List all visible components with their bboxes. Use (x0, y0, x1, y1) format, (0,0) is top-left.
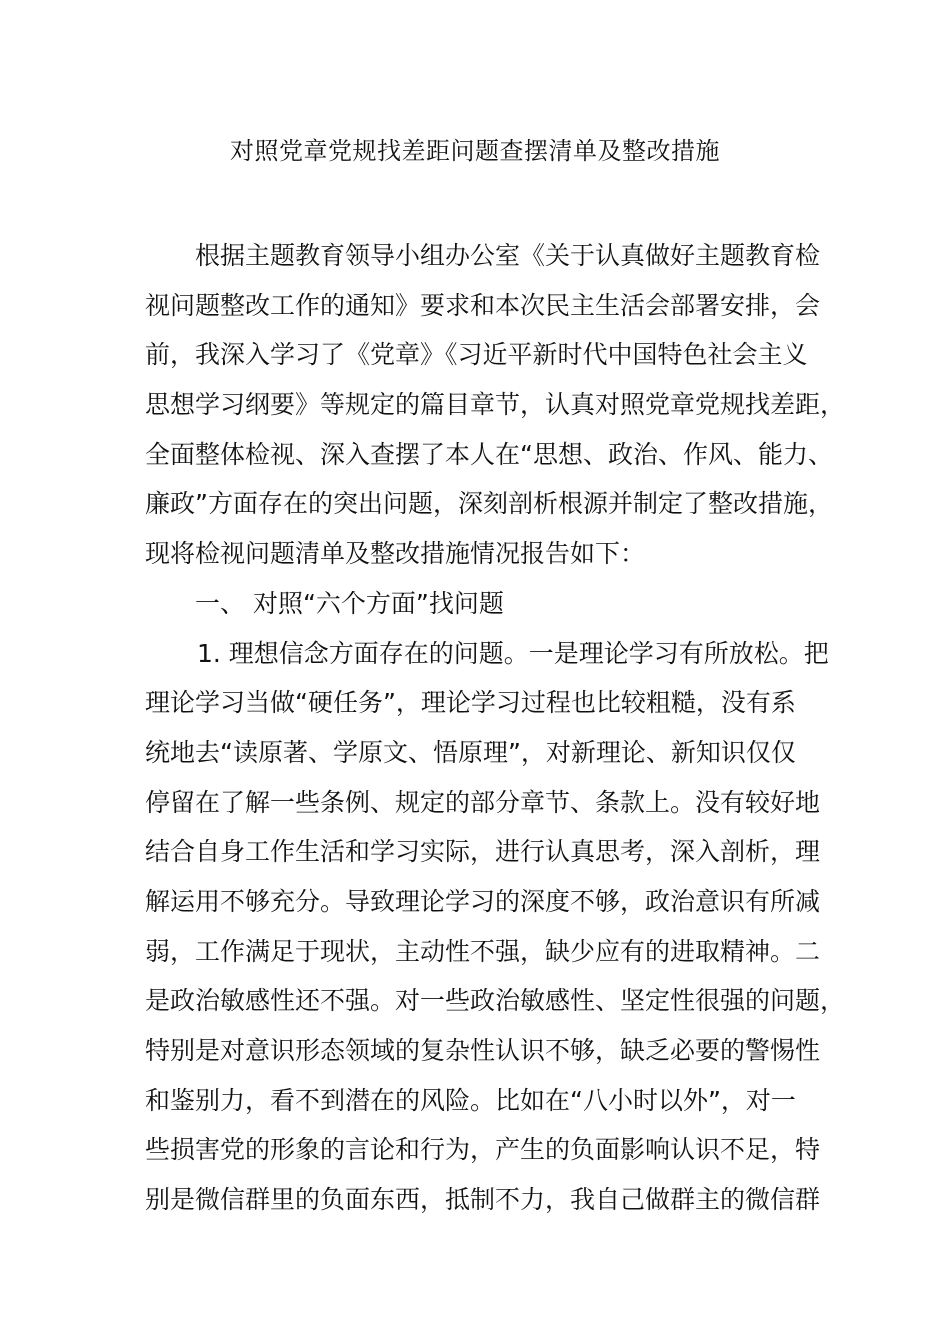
paragraph-line: 结合自身工作生活和学习实际，进行认真思考，深入剖析，理 (145, 837, 821, 867)
paragraph-line: 些损害党的形象的言论和行为，产生的负面影响认识不足，特 (145, 1135, 821, 1165)
paragraph-line: 特别是对意识形态领域的复杂性认识不够，缺乏必要的警惕性 (145, 1036, 821, 1065)
paragraph-line: 和鉴别力，看不到潜在的风险。比如在“八小时以外”，对一 (145, 1085, 796, 1115)
paragraph-line: 停留在了解一些条例、规定的部分章节、条款上。没有较好地 (145, 787, 821, 817)
section-heading: 一、 对照“六个方面”找问题 (195, 588, 504, 618)
paragraph-line: 前，我深入学习了《党章》《习近平新时代中国特色社会主义 (145, 340, 808, 370)
paragraph-line: 现将检视问题清单及整改措施情况报告如下： (145, 539, 646, 569)
paragraph-line: 解运用不够充分。导致理论学习的深度不够，政治意识有所减 (145, 886, 821, 916)
paragraph-line: 别是微信群里的负面东西，抵制不力，我自己做群主的微信群 (145, 1185, 821, 1215)
paragraph-line: 廉政”方面存在的突出问题，深刻剖析根源并制定了整改措施， (145, 489, 833, 519)
paragraph-line: 根据主题教育领导小组办公室《关于认真做好主题教育检 (195, 241, 821, 270)
paragraph-line: 弱，工作满足于现状，主动性不强，缺少应有的进取精神。二 (145, 936, 821, 966)
paragraph-line: 是政治敏感性还不强。对一些政治敏感性、坚定性很强的问题， (145, 986, 846, 1016)
paragraph-line: 理论学习当做“硬任务”，理论学习过程也比较粗糙，没有系 (145, 688, 796, 718)
document-body (145, 231, 846, 1225)
document-title: 对照党章党规找差距问题查摆清单及整改措施 (230, 137, 720, 165)
paragraph-line: 1. 理想信念方面存在的问题。一是理论学习有所放松。把 (197, 638, 829, 668)
paragraph-line: 思想学习纲要》等规定的篇目章节，认真对照党章党规找差距， (145, 390, 846, 420)
paragraph-line: 统地去“读原著、学原文、悟原理”，对新理论、新知识仅仅 (145, 737, 796, 767)
paragraph-line: 视问题整改工作的通知》要求和本次民主生活会部署安排，会 (145, 290, 821, 320)
paragraph-line: 全面整体检视、深入查摆了本人在“思想、政治、作风、能力、 (145, 439, 833, 469)
